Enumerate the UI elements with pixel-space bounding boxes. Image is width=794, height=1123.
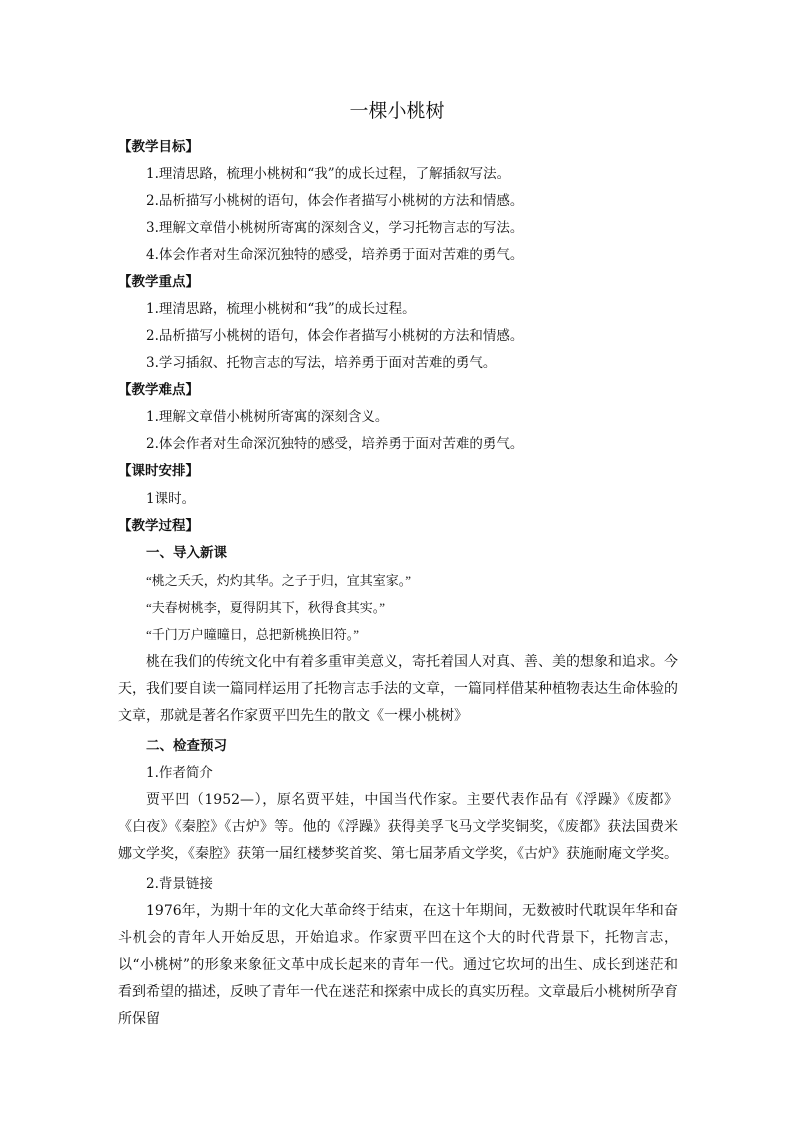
section-heading-difficulties: 【教学难点】 [118,382,199,398]
process-part1-title: 一、导入新课 [146,545,227,561]
author-heading: 1.作者简介 [146,765,213,781]
key-point-item: 1.理清思路，梳理小桃树和“我”的成长过程。 [146,301,416,317]
quote-line: “千门万户曈曈日，总把新桃换旧符。” [146,627,360,642]
schedule-text: 1课时。 [146,491,196,507]
goal-item: 4.体会作者对生命深沉独特的感受，培养勇于面对苦难的勇气。 [146,247,524,263]
goal-item: 3.理解文章借小桃树所寄寓的深刻含义，学习托物言志的写法。 [146,220,524,236]
quote-line: “桃之夭夭，灼灼其华。之子于归，宜其室家。” [146,573,412,588]
key-point-item: 2.品析描写小桃树的语句，体会作者描写小桃树的方法和情感。 [146,328,524,344]
document-title: 一棵小桃树 [349,100,445,122]
key-point-item: 3.学习插叙、托物言志的写法，培养勇于面对苦难的勇气。 [146,355,497,371]
section-heading-key-points: 【教学重点】 [118,274,199,290]
author-paragraph: 贾平凹（1952—），原名贾平娃，中国当代作家。主要代表作品有《浮躁》《废都》《白夜》《秦腔》《古炉》等。他的《浮躁》获得美孚飞马文学奖铜奖，《废都》获法国费米娜文学奖，《秦腔》获第一届红楼梦奖首奖、第七届茅盾文学奖，《古炉》获施耐庵文学奖。 [118,792,678,862]
difficulty-item: 2.体会作者对生命深沉独特的感受，培养勇于面对苦难的勇气。 [146,436,524,452]
difficulty-item: 1.理解文章借小桃树所寄寓的深刻含义。 [146,409,389,425]
section-heading-goals: 【教学目标】 [118,139,199,155]
background-paragraph: 1976年，为期十年的文化大革命终于结束，在这十年期间，无数被时代耽误年华和奋斗机会的青年人开始反思，开始追求。作家贾平凹在这个大的时代背景下，托物言志，以“小桃树”的形象来象征文革中成长起来的青年一代。通过它坎坷的出生、成长到迷茫和看到希望的描述，反映了青年一代在迷茫和探索中成长的真实历程。文章最后小桃树所孕育所保留 [118,903,678,1027]
intro-paragraph: 桃在我们的传统文化中有着多重审美意义，寄托着国人对真、善、美的想象和追求。今天，我们要自读一篇同样运用了托物言志手法的文章，一篇同样借某种植物表达生命体验的文章，那就是著名作家贾平凹先生的散文《一棵小桃树》 [118,654,678,724]
goal-item: 1.理清思路，梳理小桃树和“我”的成长过程，了解插叙写法。 [146,166,511,182]
goal-item: 2.品析描写小桃树的语句，体会作者描写小桃树的方法和情感。 [146,193,524,209]
quote-line: “夫春树桃李，夏得阴其下，秋得食其实。” [146,600,386,615]
background-heading: 2.背景链接 [146,876,213,892]
process-part2-title: 二、检查预习 [146,738,227,754]
section-heading-schedule: 【课时安排】 [118,463,199,479]
section-heading-process: 【教学过程】 [118,518,199,534]
